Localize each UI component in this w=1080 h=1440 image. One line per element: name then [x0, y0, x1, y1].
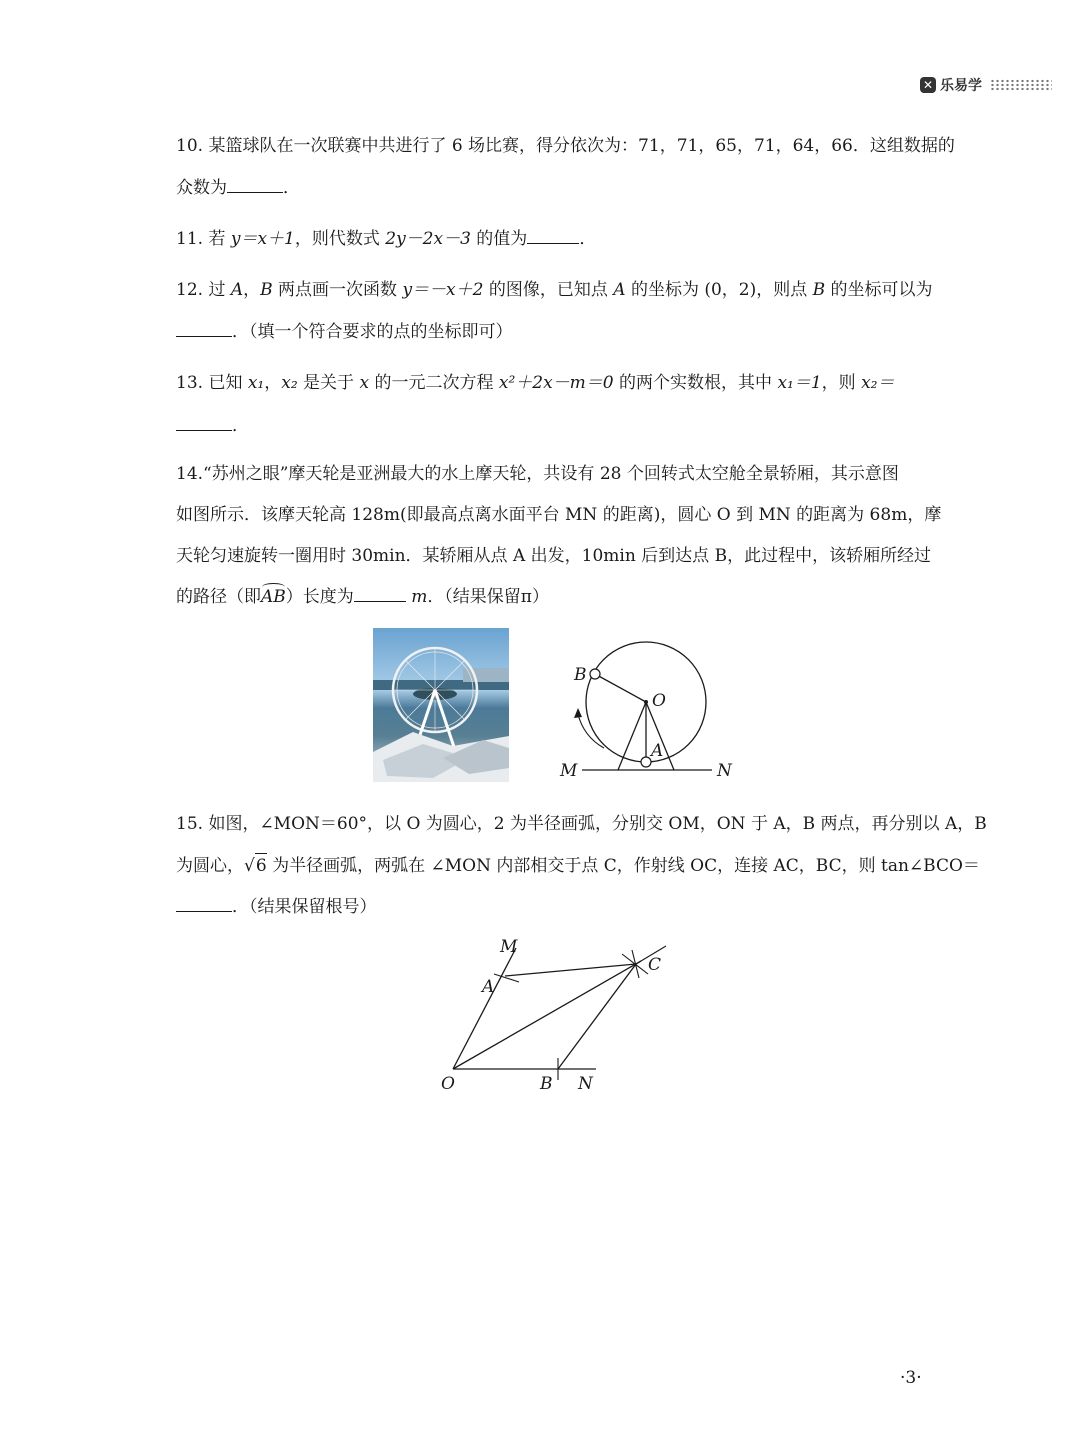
label-o: O	[441, 1074, 455, 1094]
answer-blank	[354, 587, 406, 602]
label-a: A	[482, 977, 495, 997]
cabin-a	[641, 757, 651, 767]
answer-blank	[527, 229, 579, 244]
label-m: M	[500, 937, 518, 957]
q10-line2: 众数为 ．	[176, 178, 300, 198]
brand-logo	[920, 75, 1052, 95]
cabin-b	[590, 669, 600, 679]
q14-line1: 14.“苏州之眼”摩天轮是亚洲最大的水上摩天轮，共设有 28 个回转式太空舱全景轿厢，其示意图	[176, 464, 899, 484]
rotation-arrow	[578, 714, 604, 748]
label-a: A	[651, 741, 664, 761]
segment-ac	[505, 964, 636, 976]
label-b: B	[574, 665, 587, 685]
label-o: O	[652, 691, 666, 711]
q13-line1: 13. 已知 x₁，x₂ 是关于 x 的一元二次方程 x²＋2x－m＝0 的两个实数根，其中 x₁＝1，则 x₂＝	[176, 373, 895, 393]
q14-line4: 的路径（即AB）长度为 m．（结果保留π）	[176, 587, 549, 607]
sqrt-value: 6	[255, 853, 267, 878]
answer-blank	[176, 897, 232, 912]
answer-blank	[227, 178, 283, 193]
label-c: C	[648, 955, 662, 975]
brand-name: 乐易学	[940, 78, 982, 94]
ferris-wheel-photo	[373, 628, 509, 782]
ferris-wheel-illustration	[373, 628, 509, 782]
q14-line3: 天轮匀速旋转一圈用时 30min．某轿厢从点 A 出发，10min 后到达点 B，此过程中，该轿厢所经过	[176, 546, 932, 566]
q10-line1: 10. 某篮球队在一次联赛中共进行了 6 场比赛，得分依次为：71，71，65，71，64，66．这组数据的	[176, 136, 955, 156]
label-b: B	[540, 1074, 553, 1094]
angle-construction-diagram	[436, 936, 686, 1096]
segment-bc	[558, 964, 636, 1069]
q15-line1: 15. 如图，∠MON＝60°，以 O 为圆心，2 为半径画弧，分别交 OM，ON 于 A，B 两点，再分别以 A，B	[176, 814, 987, 834]
q13-line2: ．	[176, 414, 249, 438]
center-point	[644, 700, 648, 704]
q12-line2: ．（填一个符合要求的点的坐标即可）	[176, 320, 513, 344]
label-n: N	[717, 761, 732, 781]
answer-blank	[176, 322, 232, 337]
answer-blank	[176, 416, 232, 431]
q15-line3: ．（结果保留根号）	[176, 895, 377, 919]
ferris-wheel-diagram	[560, 632, 730, 792]
q11-line: 11. 若 y＝x＋1，则代数式 2y－2x－3 的值为 ．	[176, 229, 597, 249]
arc-ab: AB	[261, 587, 286, 607]
logo-icon: ✕	[920, 77, 936, 93]
dots-decoration	[990, 79, 1052, 91]
q14-line2: 如图所示．该摩天轮高 128m(即最高点离水面平台 MN 的距离)，圆心 O 到 MN 的距离为 68m，摩	[176, 505, 942, 525]
q12-line1: 12. 过 A，B 两点画一次函数 y＝－x＋2 的图像，已知点 A 的坐标为 (0，2)，则点 B 的坐标可以为	[176, 280, 933, 300]
q15-line2: 为圆心，√6 为半径画弧，两弧在 ∠MON 内部相交于点 C，作射线 OC，连接 AC，BC，则 tan∠BCO＝	[176, 853, 980, 878]
page-number: ·3·	[900, 1368, 922, 1388]
label-m: M	[560, 761, 578, 781]
label-n: N	[578, 1074, 593, 1094]
